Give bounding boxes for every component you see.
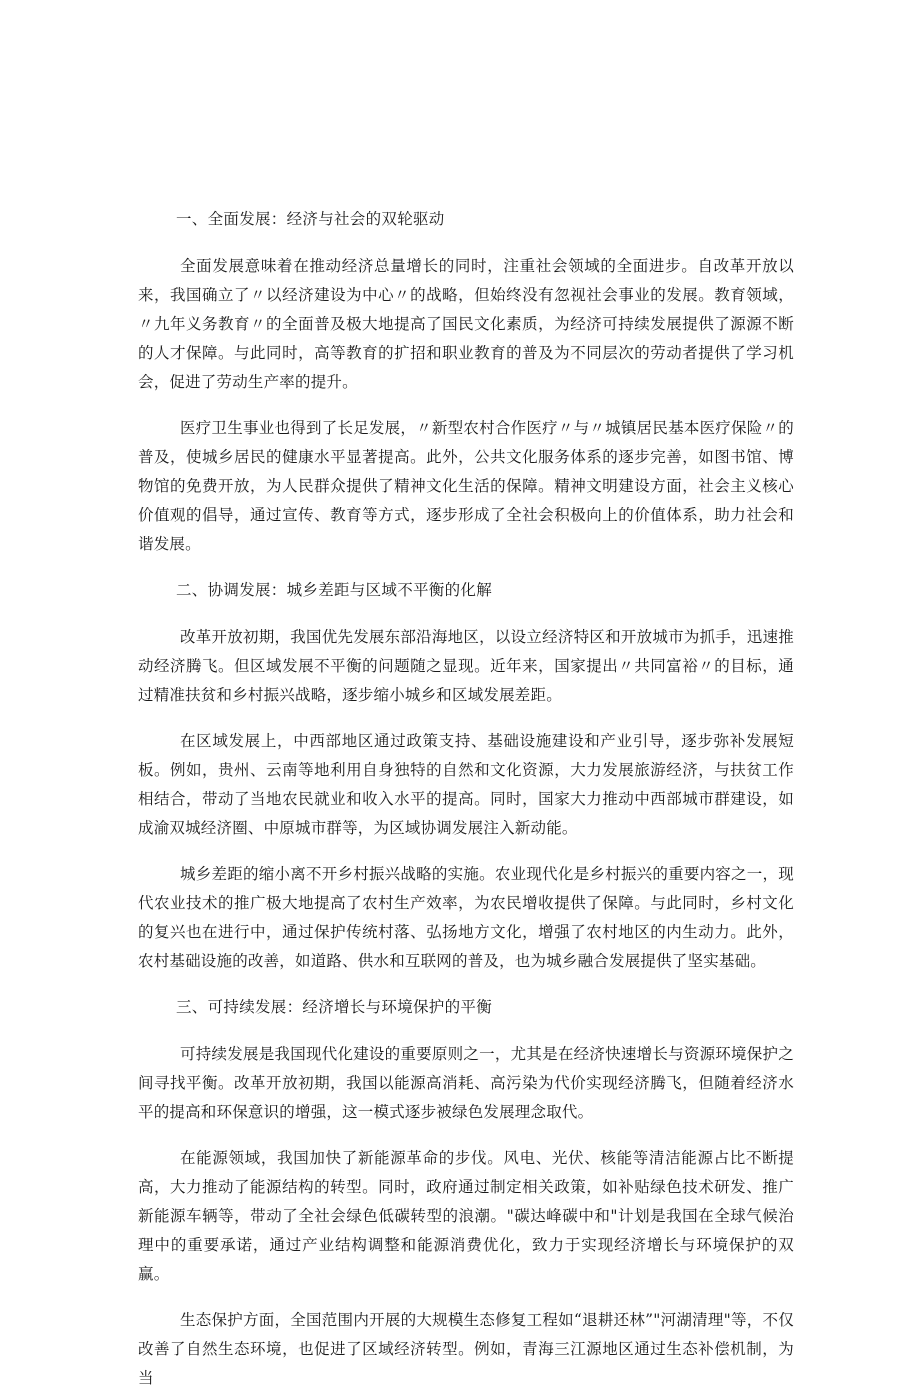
section-2-paragraph-1: 改革开放初期，我国优先发展东部沿海地区，以设立经济特区和开放城市为抓手，迅速推动经济腾飞。但区域发展不平衡的问题随之显现。近年来，国家提出〃共同富裕〃的目标，通过精准扶贫和乡村振兴战略，逐步缩小城乡和区域发展差距。 — [138, 628, 794, 704]
document-body — [138, 205, 794, 1393]
section-3-paragraph-1: 可持续发展是我国现代化建设的重要原则之一，尤其是在经济快速增长与资源环境保护之间寻找平衡。改革开放初期，我国以能源高消耗、高污染为代价实现经济腾飞，但随着经济水平的提高和环保意识的增强，这一模式逐步被绿色发展理念取代。 — [138, 1045, 794, 1121]
section-3-paragraph-2: 在能源领域，我国加快了新能源革命的步伐。风电、光伏、核能等清洁能源占比不断提高，大力推动了能源结构的转型。同时，政府通过制定相关政策，如补贴绿色技术研发、推广新能源车辆等，带动了全社会绿色低碳转型的浪潮。"碳达峰碳中和"计划是我国在全球气候治理中的重要承诺，通过产业结构调整和能源消费优化，致力于实现经济增长与环境保护的双赢。 — [138, 1149, 794, 1283]
section-3-paragraph-3: 生态保护方面，全国范围内开展的大规模生态修复工程如“退耕还林”"河湖清理"等，不仅改善了自然生态环境，也促进了区域经济转型。例如，青海三江源地区通过生态补偿机制，为当 — [138, 1311, 794, 1387]
section-heading-1: 一、全面发展：经济与社会的双轮驱动 — [176, 210, 445, 228]
section-2-paragraph-3: 城乡差距的缩小离不开乡村振兴战略的实施。农业现代化是乡村振兴的重要内容之一，现代农业技术的推广极大地提高了农村生产效率，为农民增收提供了保障。与此同时，乡村文化的复兴也在进行中，通过保护传统村落、弘扬地方文化，增强了农村地区的内生动力。此外，农村基础设施的改善，如道路、供水和互联网的普及，也为城乡融合发展提供了坚实基础。 — [138, 865, 794, 970]
section-1-paragraph-2: 医疗卫生事业也得到了长足发展，〃新型农村合作医疗〃与〃城镇居民基本医疗保险〃的普及，使城乡居民的健康水平显著提高。此外，公共文化服务体系的逐步完善，如图书馆、博物馆的免费开放，为人民群众提供了精神文化生活的保障。精神文明建设方面，社会主义核心价值观的倡导，通过宣传、教育等方式，逐步形成了全社会积极向上的价值体系，助力社会和谐发展。 — [138, 419, 794, 553]
section-heading-3: 三、可持续发展：经济增长与环境保护的平衡 — [176, 998, 493, 1016]
section-2-paragraph-2: 在区域发展上，中西部地区通过政策支持、基础设施建设和产业引导，逐步弥补发展短板。例如，贵州、云南等地利用自身独特的自然和文化资源，大力发展旅游经济，与扶贫工作相结合，带动了当地农民就业和收入水平的提高。同时，国家大力推动中西部城市群建设，如成渝双城经济圈、中原城市群等，为区域协调发展注入新动能。 — [138, 732, 794, 837]
section-heading-2: 二、协调发展：城乡差距与区域不平衡的化解 — [176, 581, 493, 599]
section-1-paragraph-1: 全面发展意味着在推动经济总量增长的同时，注重社会领域的全面进步。自改革开放以来，我国确立了〃以经济建设为中心〃的战略，但始终没有忽视社会事业的发展。教育领域，〃九年义务教育〃的全面普及极大地提高了国民文化素质，为经济可持续发展提供了源源不断的人才保障。与此同时，高等教育的扩招和职业教育的普及为不同层次的劳动者提供了学习机会，促进了劳动生产率的提升。 — [138, 257, 794, 391]
